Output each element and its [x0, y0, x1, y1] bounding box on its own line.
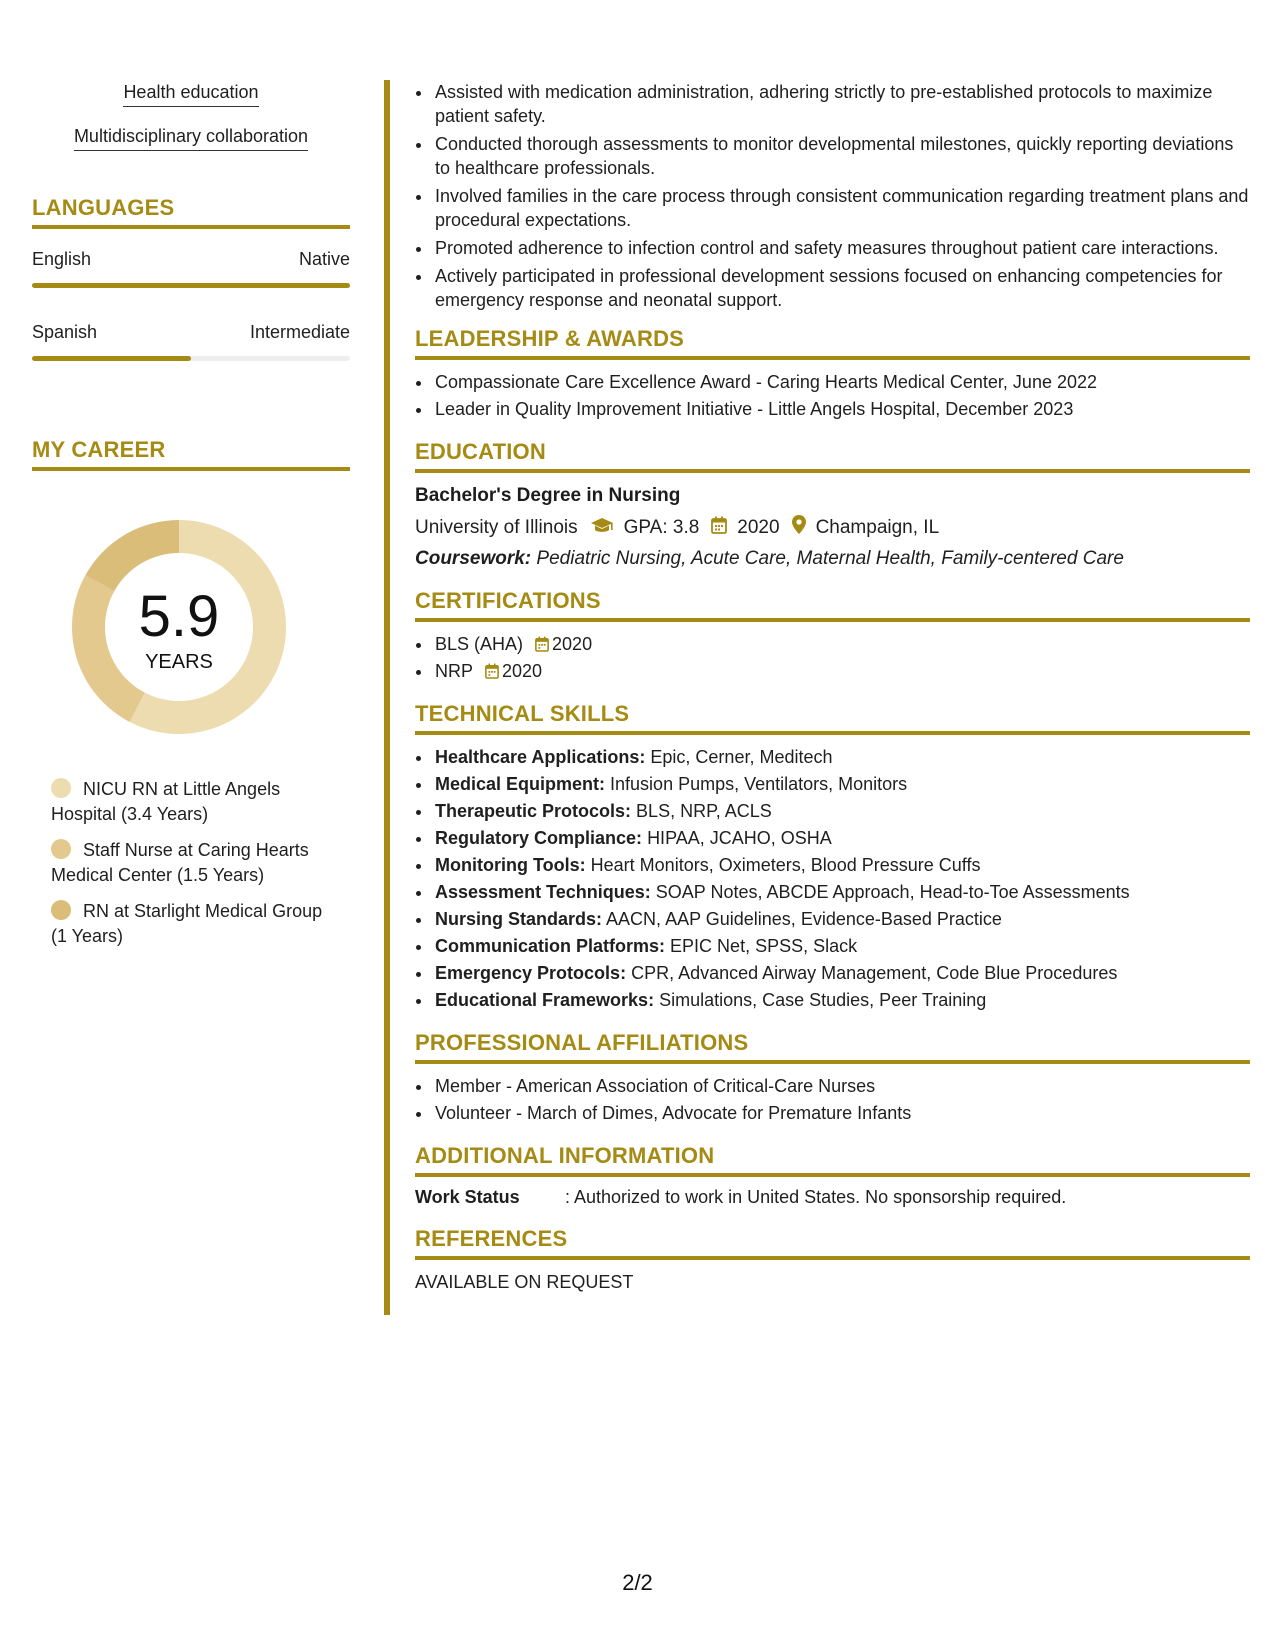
career-donut-center: [67, 515, 291, 739]
skill-item: [433, 826, 1250, 850]
career-legend-item: [51, 777, 341, 827]
skill-item: [433, 988, 1250, 1012]
skill-category: Healthcare Applications:: [435, 747, 646, 767]
skill-category: Communication Platforms:: [435, 936, 666, 956]
skill-values: AACN, AAP Guidelines, Evidence-Based Practice: [606, 909, 1002, 929]
skill-tag: Multidisciplinary collaboration: [74, 124, 308, 151]
column-divider: [384, 80, 390, 1315]
technical-skills-section: [415, 701, 1250, 1012]
skill-item: [433, 880, 1250, 904]
skill-tag: Health education: [123, 80, 258, 107]
main-content: [415, 80, 1250, 1293]
certification-name: NRP: [435, 661, 474, 681]
additional-info-section: [415, 1143, 1250, 1208]
experience-bullet: • Actively participated in professional development sessions focused on enhancing competencies for emergency response and neonatal support.: [433, 264, 1250, 312]
skill-values: Epic, Cerner, Meditech: [650, 747, 833, 767]
calendar-icon: [711, 516, 727, 540]
career-donut-chart: [67, 515, 291, 739]
graduation-year: 2020: [737, 516, 780, 538]
work-status-value: : Authorized to work in United States. No sponsorship required.: [565, 1187, 1067, 1207]
skill-item: [433, 745, 1250, 769]
skill-tag-row: [32, 80, 350, 124]
certification-item: [433, 659, 1250, 683]
career-legend-label: RN at Starlight Medical Group (1 Years): [51, 901, 323, 946]
skill-values: Heart Monitors, Oximeters, Blood Pressure Cuffs: [590, 855, 981, 875]
skill-category: Regulatory Compliance:: [435, 828, 643, 848]
language-name: Spanish: [32, 322, 98, 342]
certification-item: [433, 632, 1250, 656]
page-number: 2/2: [622, 1570, 653, 1595]
skill-values: Simulations, Case Studies, Peer Training: [659, 990, 987, 1010]
language-entry: [32, 249, 350, 288]
language-proficiency-fill: [32, 356, 191, 361]
experience-bullet: • Promoted adherence to infection control and safety measures throughout patient care interactions.: [433, 236, 1250, 260]
location-pin-icon: [792, 515, 806, 540]
work-status-row: [415, 1187, 1250, 1208]
degree-title: Bachelor's Degree in Nursing: [415, 485, 681, 506]
certification-year: 2020: [552, 634, 593, 654]
calendar-icon: [535, 636, 549, 652]
skill-item: [433, 934, 1250, 958]
language-proficiency-bar: [32, 283, 350, 288]
skill-values: EPIC Net, SPSS, Slack: [670, 936, 858, 956]
school-name: University of Illinois: [415, 516, 578, 538]
coursework-list: Pediatric Nursing, Acute Care, Maternal Health, Family-centered Care: [536, 548, 1124, 569]
coursework: [415, 548, 1250, 570]
skill-category: Educational Frameworks:: [435, 990, 655, 1010]
section-heading: LEADERSHIP & AWARDS: [415, 326, 1250, 360]
references-section: [415, 1226, 1250, 1293]
legend-dot-icon: [51, 839, 71, 859]
skill-category: Medical Equipment:: [435, 774, 606, 794]
experience-bullets: [415, 80, 1250, 312]
skill-values: SOAP Notes, ABCDE Approach, Head-to-Toe Assessments: [655, 882, 1130, 902]
career-legend-label: Staff Nurse at Caring Hearts Medical Center (1.5 Years): [51, 840, 309, 885]
skill-item: [433, 961, 1250, 985]
experience-bullet: • Assisted with medication administration, adhering strictly to pre-established protocols to maximize patient safety.: [433, 80, 1250, 128]
skill-values: HIPAA, JCAHO, OSHA: [647, 828, 832, 848]
work-status-label: Work Status: [415, 1187, 520, 1207]
certification-year: 2020: [502, 661, 543, 681]
career-total-unit: YEARS: [145, 651, 213, 673]
education-details: [415, 515, 1250, 540]
legend-dot-icon: [51, 900, 71, 920]
section-heading: REFERENCES: [415, 1226, 1250, 1260]
affiliation-item: • Volunteer - March of Dimes, Advocate for Premature Infants: [433, 1101, 1250, 1125]
language-level: Native: [298, 249, 350, 269]
award-item: • Compassionate Care Excellence Award - Caring Hearts Medical Center, June 2022: [433, 370, 1250, 394]
career-legend-item: [51, 838, 341, 888]
award-item: • Leader in Quality Improvement Initiative - Little Angels Hospital, December 2023: [433, 397, 1250, 421]
gpa: GPA: 3.8: [623, 516, 700, 538]
language-entry: [32, 322, 350, 361]
section-heading: EDUCATION: [415, 439, 1250, 473]
skill-item: [433, 772, 1250, 796]
skill-values: BLS, NRP, ACLS: [636, 801, 772, 821]
languages-heading: LANGUAGES: [32, 195, 350, 229]
skill-item: [433, 853, 1250, 877]
skill-category: Monitoring Tools:: [435, 855, 586, 875]
career-total-years: 5.9: [138, 584, 220, 649]
skill-item: [433, 799, 1250, 823]
language-level: Intermediate: [249, 322, 350, 342]
career-legend: [51, 777, 341, 949]
school-location: Champaign, IL: [815, 516, 940, 538]
section-heading: CERTIFICATIONS: [415, 588, 1250, 622]
section-heading: PROFESSIONAL AFFILIATIONS: [415, 1030, 1250, 1064]
skill-category: Assessment Techniques:: [435, 882, 651, 902]
leadership-section: [415, 326, 1250, 421]
skill-values: Infusion Pumps, Ventilators, Monitors: [610, 774, 908, 794]
certification-name: BLS (AHA): [435, 634, 524, 654]
sidebar: [32, 80, 350, 960]
affiliations-section: [415, 1030, 1250, 1125]
skill-category: Therapeutic Protocols:: [435, 801, 632, 821]
language-proficiency-fill: [32, 283, 350, 288]
language-proficiency-bar: [32, 356, 350, 361]
calendar-icon: [485, 663, 499, 679]
references-text: AVAILABLE ON REQUEST: [415, 1272, 634, 1292]
career-legend-item: [51, 899, 341, 949]
coursework-label: Coursework:: [415, 548, 532, 569]
skill-values: CPR, Advanced Airway Management, Code Blue Procedures: [631, 963, 1118, 983]
graduation-cap-icon: [590, 516, 614, 540]
section-heading: ADDITIONAL INFORMATION: [415, 1143, 1250, 1177]
skill-category: Nursing Standards:: [435, 909, 603, 929]
skill-tag-row: [32, 124, 350, 168]
education-section: [415, 439, 1250, 570]
experience-bullet: • Conducted thorough assessments to monitor developmental milestones, quickly reporting deviations to healthcare professionals.: [433, 132, 1250, 180]
skill-item: [433, 907, 1250, 931]
experience-bullet: • Involved families in the care process through consistent communication regarding treatment plans and procedural expectations.: [433, 184, 1250, 232]
section-heading: TECHNICAL SKILLS: [415, 701, 1250, 735]
certifications-section: [415, 588, 1250, 683]
affiliation-item: • Member - American Association of Critical-Care Nurses: [433, 1074, 1250, 1098]
skill-category: Emergency Protocols:: [435, 963, 627, 983]
career-heading: MY CAREER: [32, 437, 350, 471]
career-legend-label: NICU RN at Little Angels Hospital (3.4 Years): [51, 779, 281, 824]
language-name: English: [32, 249, 92, 269]
legend-dot-icon: [51, 778, 71, 798]
